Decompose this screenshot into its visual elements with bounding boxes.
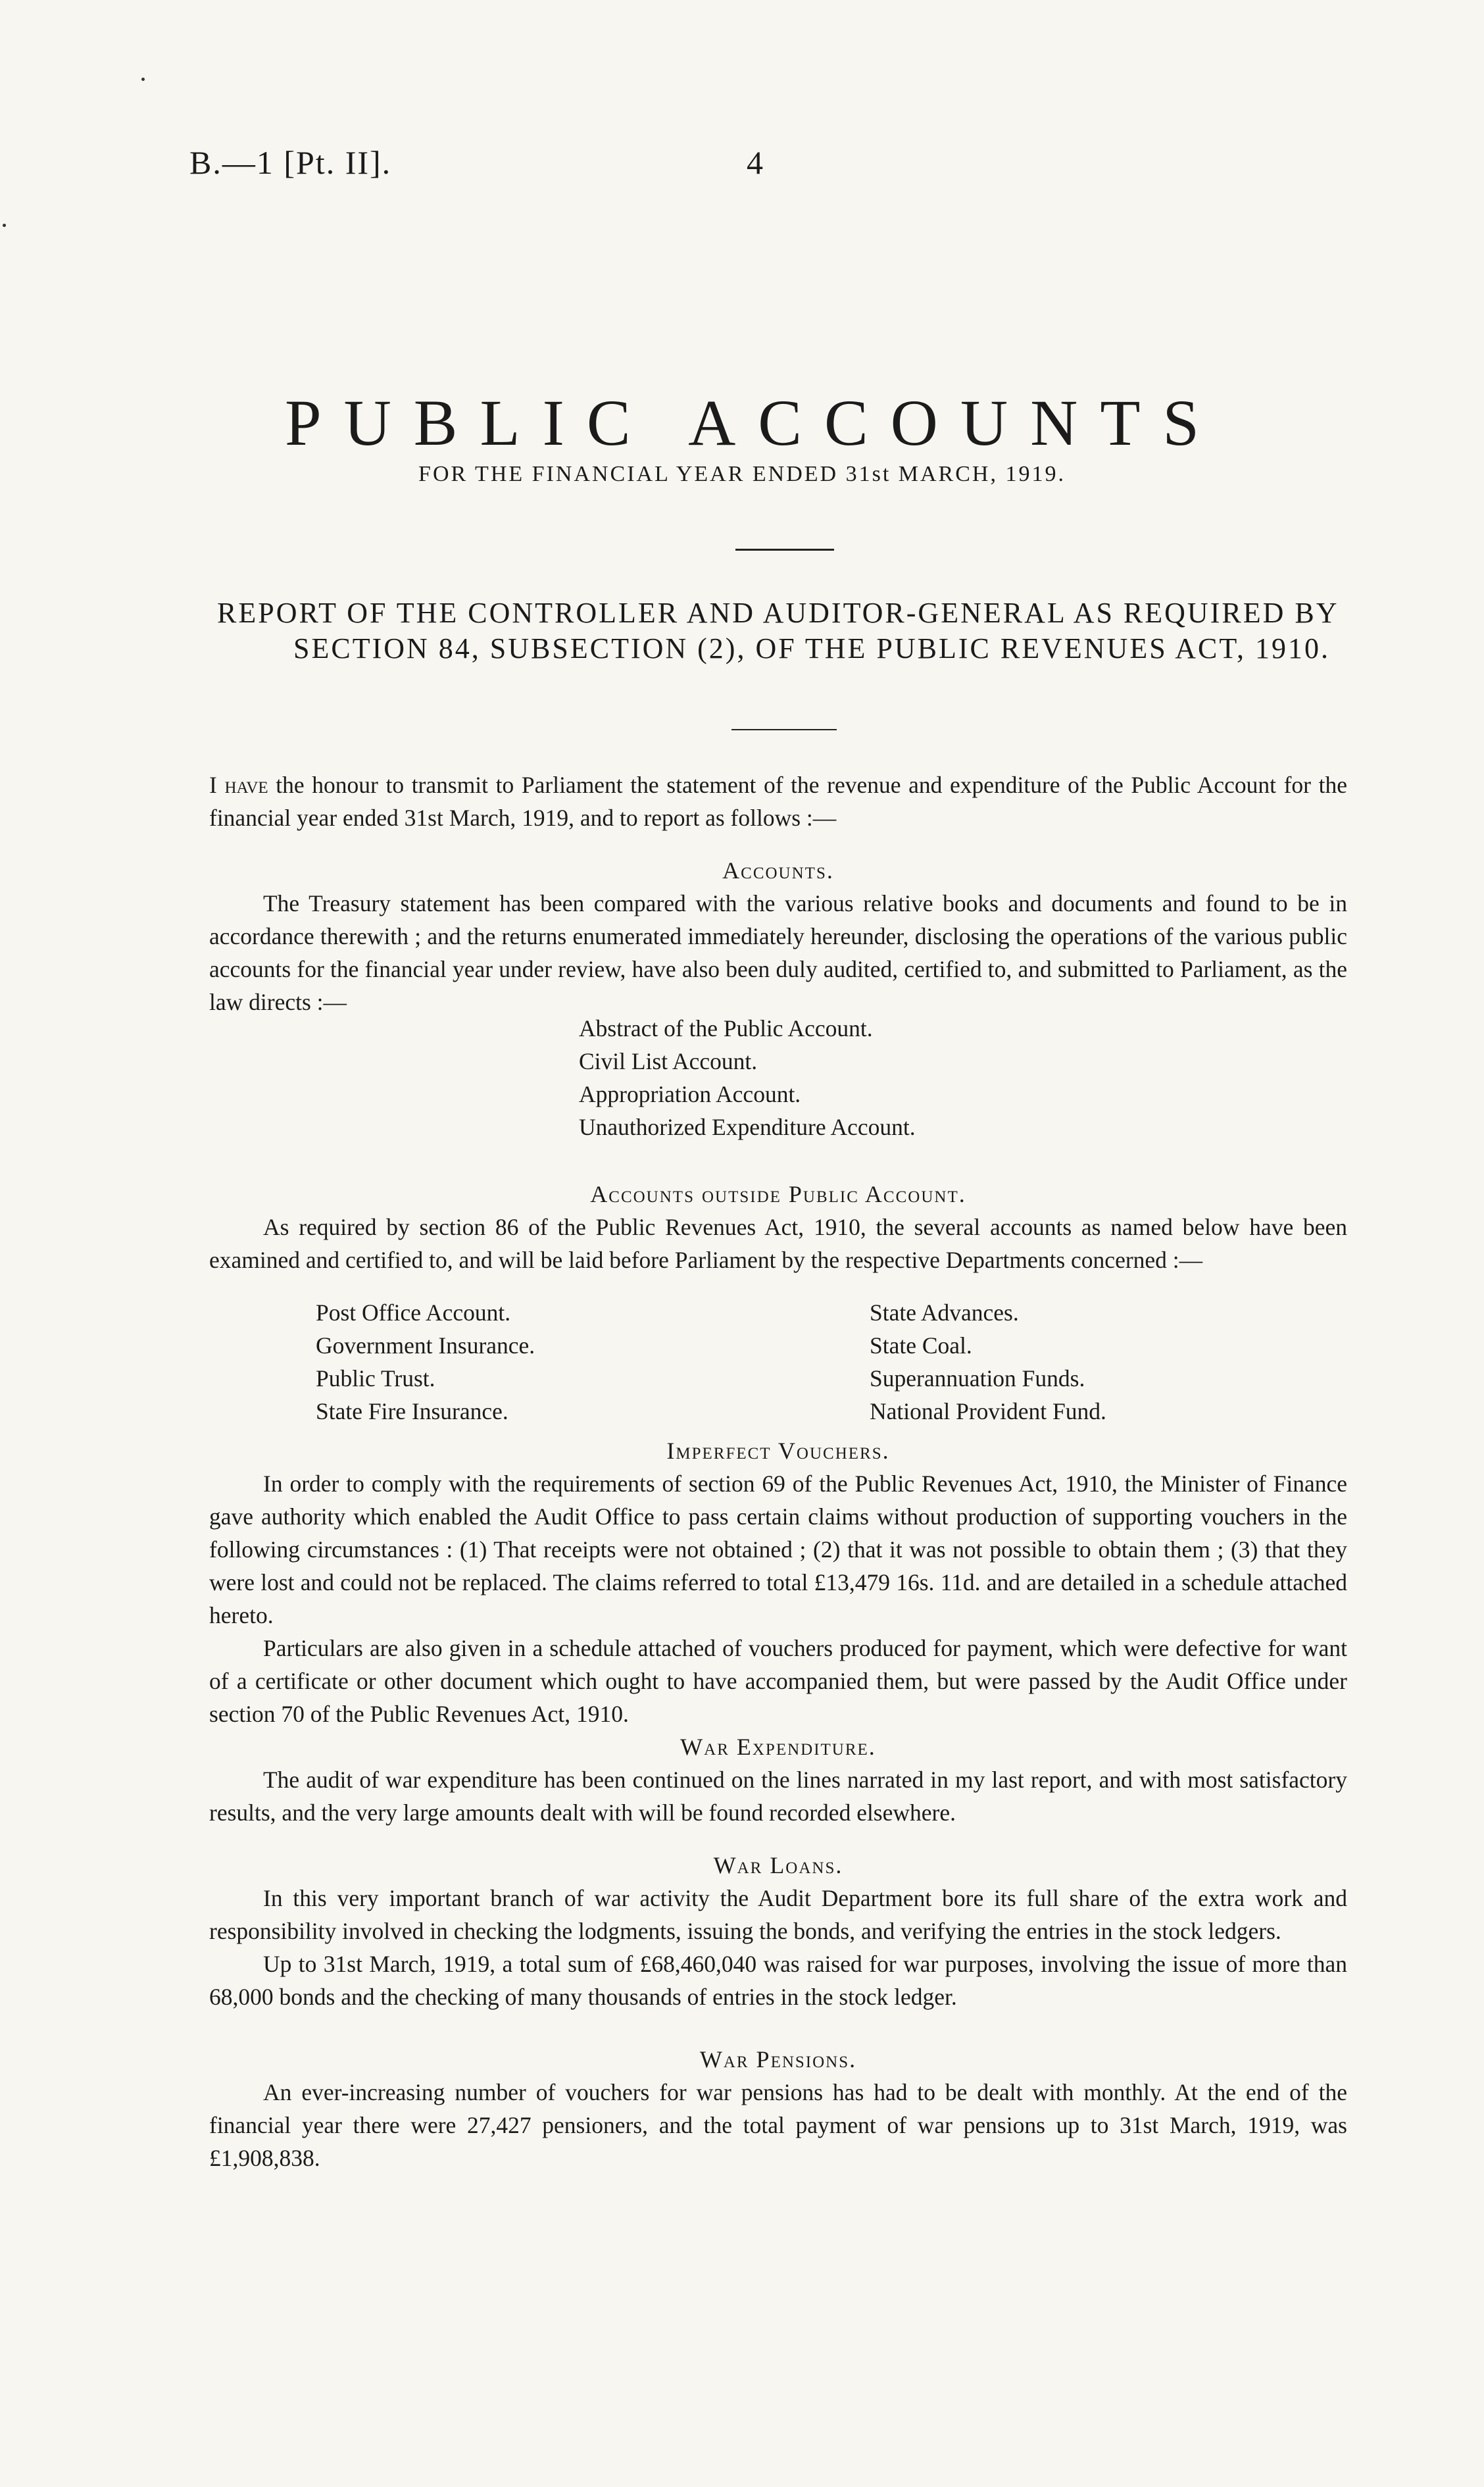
accounts-outside-section	[209, 1178, 1347, 1276]
war-loans-section	[209, 1849, 1347, 2013]
accounts-outside-right-list	[870, 1296, 1106, 1428]
list-item: Public Trust.	[316, 1365, 435, 1392]
accounts-section	[209, 854, 1347, 1018]
imperfect-vouchers-paragraph1: In order to comply with the requirements of section 69 of the Public Revenues Act, 1910, the Minister of Finance gave authority which enabled the Audit Office to pass certain claims without production of supporting vouchers in the following circumstances : (1) That receipts were not obtained ; (2) that it was not possible to obtain them ; (3) that they were lost and could not be replaced. The claims referred to total £13,479 16s. 11d. and are detailed in a schedule attached hereto.	[209, 1470, 1347, 1628]
war-loans-paragraph2: Up to 31st March, 1919, a total sum of £68,460,040 was raised for war purposes, involving the issue of more than 68,000 bonds and the checking of many thousands of entries in the stock ledger.	[209, 1951, 1347, 2010]
war-loans-paragraph1: In this very important branch of war activity the Audit Department bore its full share of the extra work and responsibility involved in checking the lodgments, issuing the bonds, and verifying the entries in the stock ledgers.	[209, 1885, 1347, 1944]
report-title-line1: REPORT OF THE CONTROLLER AND AUDITOR-GENERAL AS REQUIRED BY	[217, 597, 1339, 629]
accounts-list	[579, 1012, 916, 1143]
war-pensions-section	[209, 2043, 1347, 2174]
scan-speck	[141, 78, 145, 81]
list-item: Government Insurance.	[316, 1332, 535, 1359]
list-item: Unauthorized Expenditure Account.	[579, 1114, 916, 1140]
list-item: Abstract of the Public Account.	[579, 1015, 873, 1042]
divider-rule	[735, 549, 834, 551]
report-title	[217, 595, 1348, 666]
list-item: State Fire Insurance.	[316, 1398, 508, 1424]
list-item: Superannuation Funds.	[870, 1365, 1085, 1392]
page-title: PUBLIC ACCOUNTS	[284, 386, 1222, 459]
list-item: Appropriation Account.	[579, 1081, 801, 1107]
war-expenditure-paragraph: The audit of war expenditure has been continued on the lines narrated in my last report, and with most satisfactory results, and the very large amounts dealt with will be found recorded elsewhere.	[209, 1767, 1347, 1826]
war-expenditure-section	[209, 1730, 1347, 1829]
accounts-paragraph: The Treasury statement has been compared with the various relative books and documents and found to be in accordance therewith ; and the returns enumerated immediately hereunder, disclosing the operations of the various public accounts for the financial year under review, have also been duly audited, certified to, and submitted to Parliament, as the law directs :—	[209, 890, 1347, 1015]
war-expenditure-heading: War Expenditure.	[680, 1734, 876, 1760]
page-subtitle: FOR THE FINANCIAL YEAR ENDED 31st MARCH, 1919.	[418, 462, 1066, 486]
divider-rule	[731, 729, 837, 730]
list-item: State Advances.	[870, 1299, 1019, 1326]
accounts-outside-paragraph: As required by section 86 of the Public Revenues Act, 1910, the several accounts as named below have been examined and certified to, and will be laid before Parliament by the respective Departments concerned :—	[209, 1214, 1347, 1273]
accounts-heading: Accounts.	[722, 857, 834, 884]
intro-section	[209, 768, 1347, 834]
list-item: Post Office Account.	[316, 1299, 511, 1326]
scan-speck	[3, 224, 6, 227]
war-loans-heading: War Loans.	[713, 1852, 843, 1878]
war-pensions-paragraph: An ever-increasing number of vouchers for war pensions has had to be dealt with monthly. At the end of the financial year there were 27,427 pensioners, and the total payment of war pensions up to 31st March, 1919, was £1,908,838.	[209, 2079, 1347, 2171]
list-item: State Coal.	[870, 1332, 972, 1359]
document-reference: B.—1 [Pt. II].	[189, 144, 392, 181]
imperfect-vouchers-section	[209, 1434, 1347, 1730]
report-title-line2: SECTION 84, SUBSECTION (2), OF THE PUBLIC REVENUES ACT, 1910.	[293, 632, 1330, 665]
accounts-outside-heading: Accounts outside Public Account.	[590, 1181, 966, 1207]
list-item: National Provident Fund.	[870, 1398, 1106, 1424]
list-item: Civil List Account.	[579, 1048, 758, 1074]
imperfect-vouchers-heading: Imperfect Vouchers.	[666, 1438, 890, 1464]
accounts-outside-left-list	[316, 1296, 535, 1428]
war-pensions-heading: War Pensions.	[699, 2046, 857, 2072]
intro-lead: I have	[209, 772, 268, 798]
imperfect-vouchers-paragraph2: Particulars are also given in a schedule attached of vouchers produced for payment, which were defective for want of a certificate or other document which ought to have accompanied them, but were passed by the Audit Office under section 70 of the Public Revenues Act, 1910.	[209, 1635, 1347, 1727]
page-number: 4	[747, 144, 763, 181]
intro-text: the honour to transmit to Parliament the statement of the revenue and expenditure of the Public Account for the financial year ended 31st March, 1919, and to report as follows :—	[209, 772, 1347, 831]
